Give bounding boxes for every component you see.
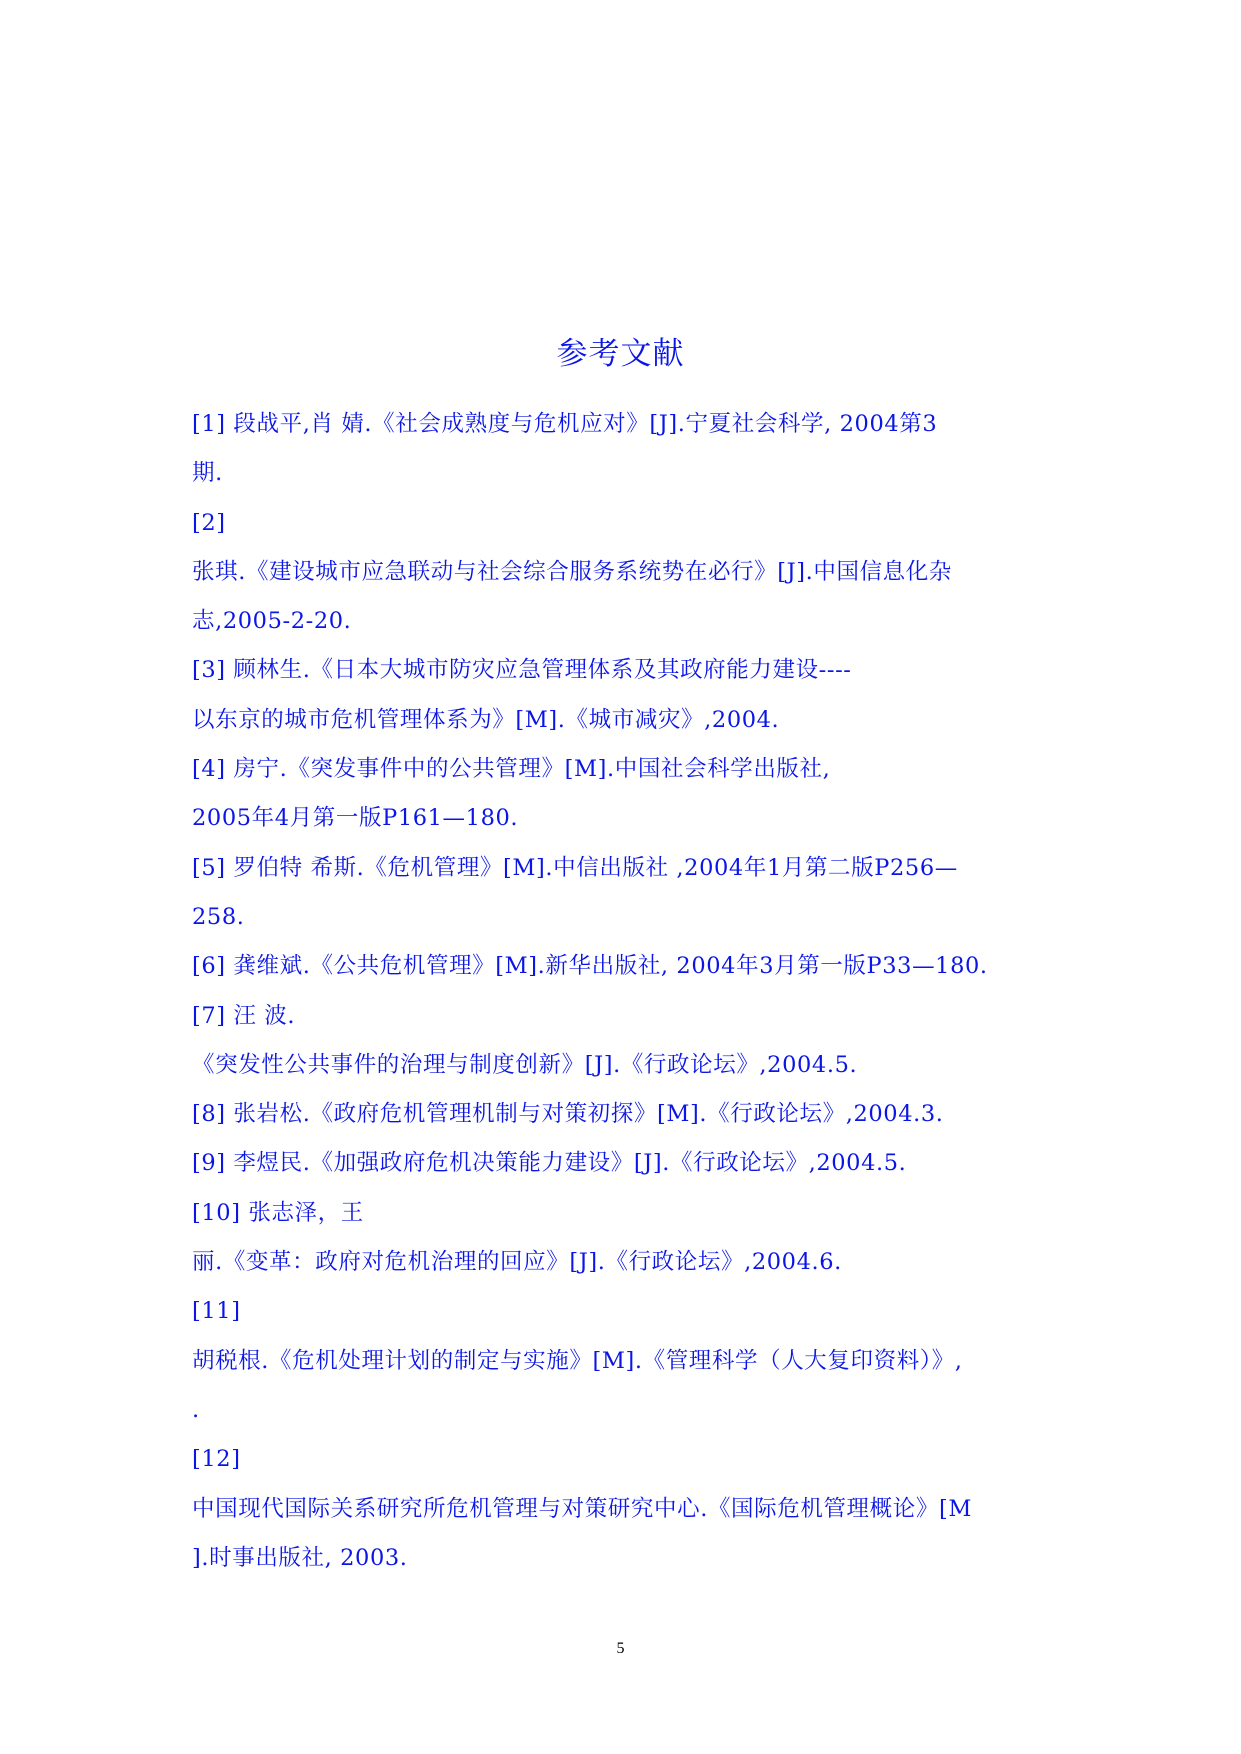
reference-line: [8] 张岩松.《政府危机管理机制与对策初探》[M].《行政论坛》,2004.3. <box>192 1101 944 1128</box>
reference-line: [2] <box>192 509 226 536</box>
reference-line: 期. <box>192 460 223 487</box>
reference-line: [9] 李煜民.《加强政府危机决策能力建设》[J].《行政论坛》,2004.5. <box>192 1150 907 1177</box>
reference-line: 2005年4月第一版P161—180. <box>192 805 519 832</box>
reference-line: 《突发性公共事件的治理与制度创新》[J].《行政论坛》,2004.5. <box>192 1051 858 1078</box>
reference-line: 258. <box>192 903 245 930</box>
reference-line: 志,2005-2-20. <box>192 608 352 635</box>
reference-line: 中国现代国际关系研究所危机管理与对策研究中心.《国际危机管理概论》[M <box>192 1495 972 1522</box>
reference-line: 张琪.《建设城市应急联动与社会综合服务系统势在必行》[J].中国信息化杂 <box>192 558 952 585</box>
reference-line: [6] 龚维斌.《公共危机管理》[M].新华出版社, 2004年3月第一版P33—180. <box>192 953 988 980</box>
reference-list <box>192 400 1052 1583</box>
page-number: 5 <box>616 1640 625 1657</box>
reference-line: 胡税根.《危机处理计划的制定与实施》[M].《管理科学（人大复印资料）》, <box>192 1347 963 1374</box>
reference-line: [12] <box>192 1446 241 1473</box>
page-title: 参考文献 <box>556 336 685 372</box>
reference-line: [7] 汪 波. <box>192 1002 296 1029</box>
reference-line: ].时事出版社, 2003. <box>192 1544 408 1571</box>
reference-line: [5] 罗伯特 希斯.《危机管理》[M].中信出版社 ,2004年1月第二版P256— <box>192 854 958 881</box>
reference-line: [10] 张志泽，王 <box>192 1199 364 1226</box>
reference-line: [11] <box>192 1298 241 1325</box>
reference-line: [4] 房宁.《突发事件中的公共管理》[M].中国社会科学出版社, <box>192 756 831 783</box>
reference-line: 丽.《变革：政府对危机治理的回应》[J].《行政论坛》,2004.6. <box>192 1249 842 1276</box>
reference-line: 以东京的城市危机管理体系为》[M].《城市减灾》,2004. <box>192 706 780 733</box>
reference-line: [3] 顾林生.《日本大城市防灾应急管理体系及其政府能力建设---- <box>192 657 852 684</box>
reference-line: . <box>192 1396 200 1423</box>
reference-line: [1] 段战平,肖 婧.《社会成熟度与危机应对》[J].宁夏社会科学, 2004第3 <box>192 411 938 437</box>
